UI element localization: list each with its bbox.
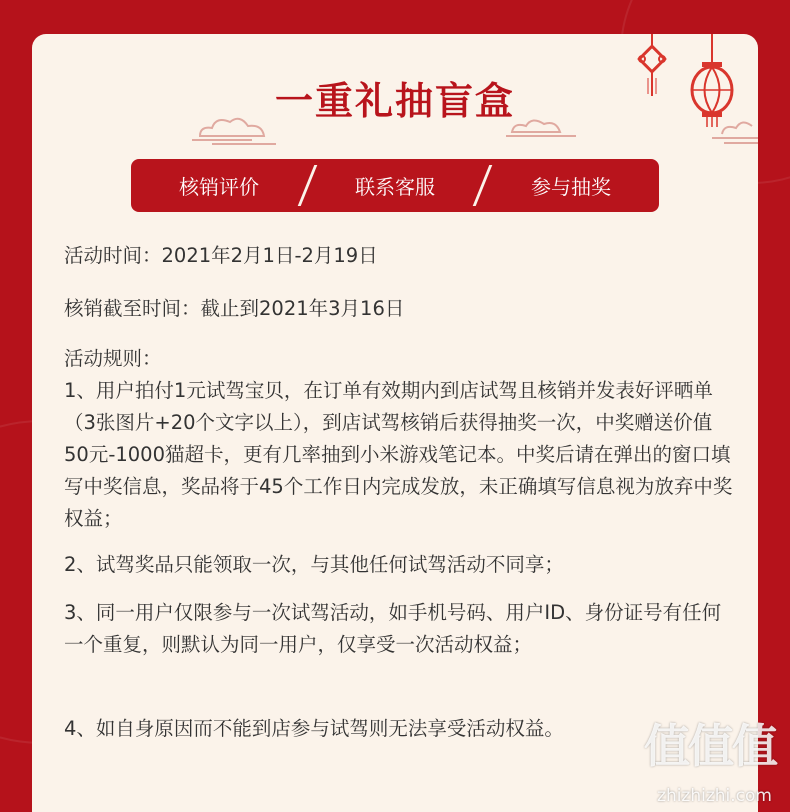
rule-item: 3、同一用户仅限参与一次试驾活动，如手机号码、用户ID、身份证号有任何一个重复，则默认为同一用户，仅享受一次活动权益； xyxy=(64,601,722,656)
tab-join-lottery[interactable] xyxy=(483,159,659,212)
tab-label: 联系客服 xyxy=(355,175,435,199)
activity-time: 活动时间：2021年2月1日-2月19日 xyxy=(64,244,378,267)
watermark-url: zhizhizhi.com xyxy=(657,786,772,806)
rule-item: 1、用户拍付1元试驾宝贝，在订单有效期内到店试驾且核销并发表好评晒单（3张图片+20个文字以上），到店试驾核销后获得抽奖一次，中奖赠送价值50元-1000猫超卡，更有几率抽到小米游戏笔记本。中奖后请在弹出的窗口填写中奖信息，奖品将于45个工作日内完成发放，未正确填写信息视为放弃中奖权益； xyxy=(64,379,733,530)
rule-item: 2、试驾奖品只能领取一次，与其他任何试驾活动不同享； xyxy=(64,553,564,576)
rule-item: 4、如自身原因而不能到店参与试驾则无法享受活动权益。 xyxy=(64,717,564,740)
verify-deadline: 核销截至时间：截止到2021年3月16日 xyxy=(64,297,405,320)
tab-contact-service[interactable] xyxy=(307,159,483,212)
watermark-logo: 值值值 xyxy=(644,719,776,773)
tab-bar xyxy=(131,159,659,212)
tab-label: 核销评价 xyxy=(179,175,259,199)
rules-heading: 活动规则： xyxy=(64,347,162,370)
tab-label: 参与抽奖 xyxy=(531,175,611,199)
page-title: 一重礼抽盲盒 xyxy=(274,79,515,123)
tab-verify-review[interactable] xyxy=(131,159,307,212)
